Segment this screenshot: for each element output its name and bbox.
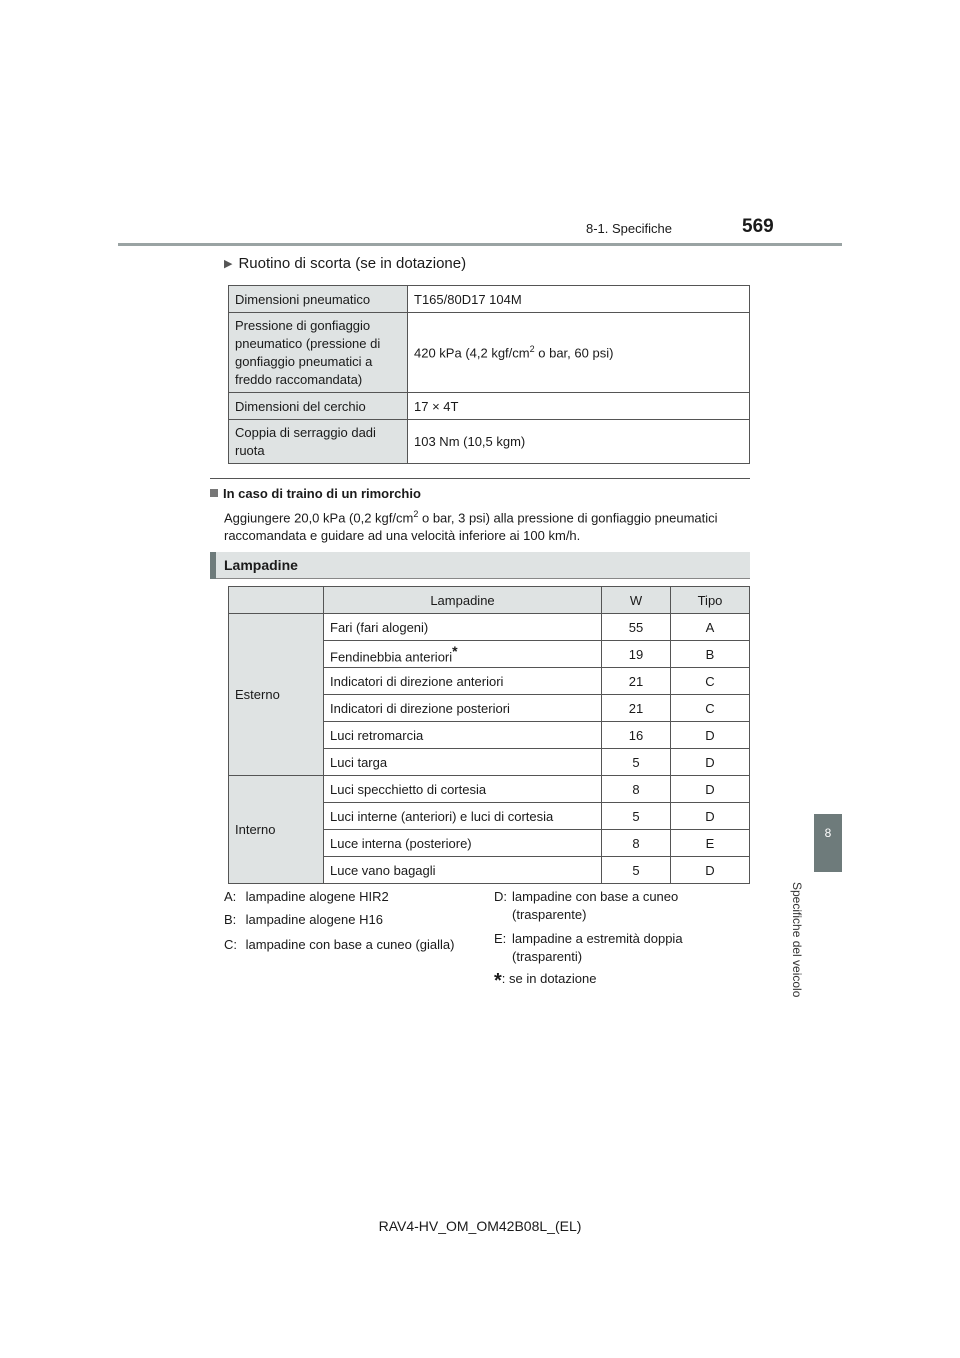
bulbs-table	[228, 586, 750, 884]
legend-asterisk: *: se in dotazione	[494, 970, 597, 992]
divider	[210, 478, 750, 479]
bulb-type: D	[671, 857, 750, 884]
bulb-type: E	[671, 830, 750, 857]
bulb-watt: 8	[602, 830, 671, 857]
bulb-name: Luci targa	[324, 749, 602, 776]
column-header: Tipo	[671, 587, 750, 614]
towing-text: Aggiungere 20,0 kPa (0,2 kgf/$cm^2$ o bar, 3 psi) alla pressione di gonfiaggio pneumatici raccomandata e guidare ad una velocità inferiore ai 100 km/h.	[224, 509, 718, 544]
row-value: 17 × 4T	[408, 393, 750, 420]
bulb-type: D	[671, 749, 750, 776]
bulb-name: Indicatori di direzione posteriori	[324, 695, 602, 722]
bulb-name: Fendinebbia anteriori*	[324, 641, 602, 668]
legend-b: B: lampadine alogene H16	[224, 912, 383, 927]
row-value: T165/80D17 104M	[408, 286, 750, 313]
bulb-watt: 21	[602, 695, 671, 722]
table-row	[229, 393, 750, 420]
asterisk-mark: *	[494, 970, 502, 992]
bulb-type: D	[671, 776, 750, 803]
asterisk-mark: *	[452, 643, 458, 660]
bulb-name: Indicatori di direzione anteriori	[324, 668, 602, 695]
header-rule	[118, 243, 842, 246]
row-value: 420 kPa (4,2 kgf/$cm^2$ o bar, 60 psi)	[408, 313, 750, 393]
table-row	[229, 614, 750, 641]
page-number: 569	[742, 216, 774, 237]
row-label: Coppia di serraggio dadi ruota	[229, 420, 408, 464]
section-header: 8-1. Specifiche	[586, 221, 672, 236]
towing-title: In caso di traino di un rimorchio	[210, 486, 421, 501]
bulb-type: C	[671, 695, 750, 722]
legend-c: C: lampadine con base a cuneo (gialla)	[224, 937, 455, 952]
bulb-watt: 5	[602, 857, 671, 884]
table-row	[229, 420, 750, 464]
legend-a: A: lampadine alogene HIR2	[224, 889, 389, 904]
bulb-type: D	[671, 803, 750, 830]
section-title: Lampadine	[224, 557, 298, 573]
column-header: Lampadine	[324, 587, 602, 614]
bulb-type: B	[671, 641, 750, 668]
spare-tire-heading: ▶ Ruotino di scorta (se in dotazione)	[224, 255, 467, 272]
group-label: Esterno	[229, 614, 324, 776]
bulb-watt: 5	[602, 803, 671, 830]
table-row	[229, 313, 750, 393]
bulb-type: A	[671, 614, 750, 641]
bulb-watt: 16	[602, 722, 671, 749]
bulb-watt: 8	[602, 776, 671, 803]
row-label: Pressione di gonfiaggio pneumatico (pressione di gonfiaggio pneumatici a freddo raccomandata)	[229, 313, 408, 393]
bulb-name: Luce vano bagagli	[324, 857, 602, 884]
column-header	[229, 587, 324, 614]
bulb-watt: 19	[602, 641, 671, 668]
bulb-type: D	[671, 722, 750, 749]
group-label: Interno	[229, 776, 324, 884]
row-value: 103 Nm (10,5 kgm)	[408, 420, 750, 464]
document-code: RAV4-HV_OM_OM42B08L_(EL)	[378, 1218, 582, 1234]
bulb-name: Luci interne (anteriori) e luci di cortesia	[324, 803, 602, 830]
bulb-watt: 21	[602, 668, 671, 695]
bulb-name: Luci specchietto di cortesia	[324, 776, 602, 803]
bulb-name: Luci retromarcia	[324, 722, 602, 749]
legend-d: D: lampadine con base a cuneo (trasparente)	[494, 889, 679, 922]
column-header: W	[602, 587, 671, 614]
bulb-name: Luce interna (posteriore)	[324, 830, 602, 857]
chapter-label: Specifiche del veicolo	[790, 882, 804, 998]
row-label: Dimensioni del cerchio	[229, 393, 408, 420]
bulb-watt: 5	[602, 749, 671, 776]
table-row	[229, 776, 750, 803]
legend-e: E: lampadine a estremità doppia (trasparenti)	[494, 931, 683, 964]
table-header-row	[229, 587, 750, 614]
triangle-bullet-icon: ▶	[224, 258, 233, 270]
spare-tire-table	[228, 285, 750, 464]
row-label: Dimensioni pneumatico	[229, 286, 408, 313]
chapter-tab	[814, 814, 842, 872]
square-bullet-icon	[210, 489, 218, 497]
bulb-type: C	[671, 668, 750, 695]
chapter-number: 8	[824, 826, 832, 840]
bulb-watt: 55	[602, 614, 671, 641]
table-row	[229, 286, 750, 313]
section-bar-accent	[210, 552, 216, 579]
bulb-name: Fari (fari alogeni)	[324, 614, 602, 641]
